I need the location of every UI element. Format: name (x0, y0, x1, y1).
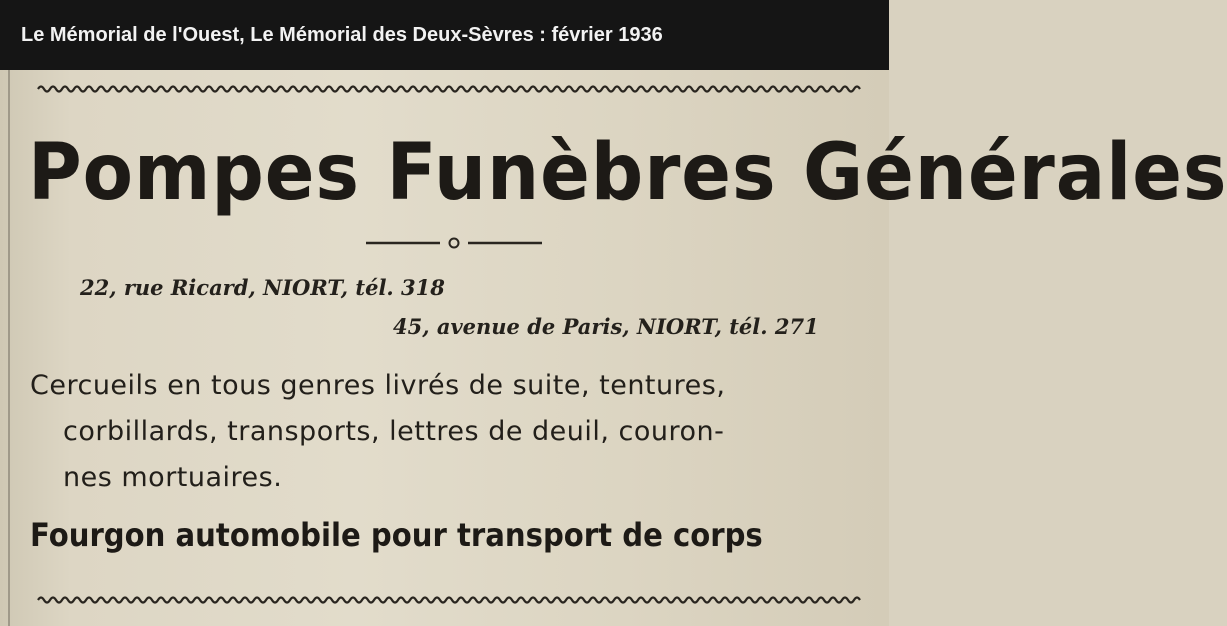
page-title: Le Mémorial de l'Ouest, Le Mémorial des Deux-Sèvres : février 1936 (21, 23, 663, 46)
column-rule (8, 70, 10, 626)
address-line-2: 45, avenue de Paris, NIORT, tél. 271 (393, 314, 819, 339)
body-line: nes mortuaires. (63, 462, 283, 493)
newspaper-clipping (0, 70, 1227, 626)
body-line: Cercueils en tous genres livrés de suite, tentures, (30, 370, 726, 401)
ad-headline: Pompes Funèbres Générales (28, 128, 1227, 218)
address-line-1: 22, rue Ricard, NIORT, tél. 318 (80, 275, 445, 300)
ornament-divider (366, 236, 542, 250)
body-line: corbillards, transports, lettres de deuil, couron- (63, 416, 725, 447)
window-title-bar (0, 0, 889, 70)
top-wavy-border (38, 84, 864, 94)
bottom-wavy-border (38, 595, 864, 605)
fourgon-line: Fourgon automobile pour transport de corps (30, 516, 763, 554)
